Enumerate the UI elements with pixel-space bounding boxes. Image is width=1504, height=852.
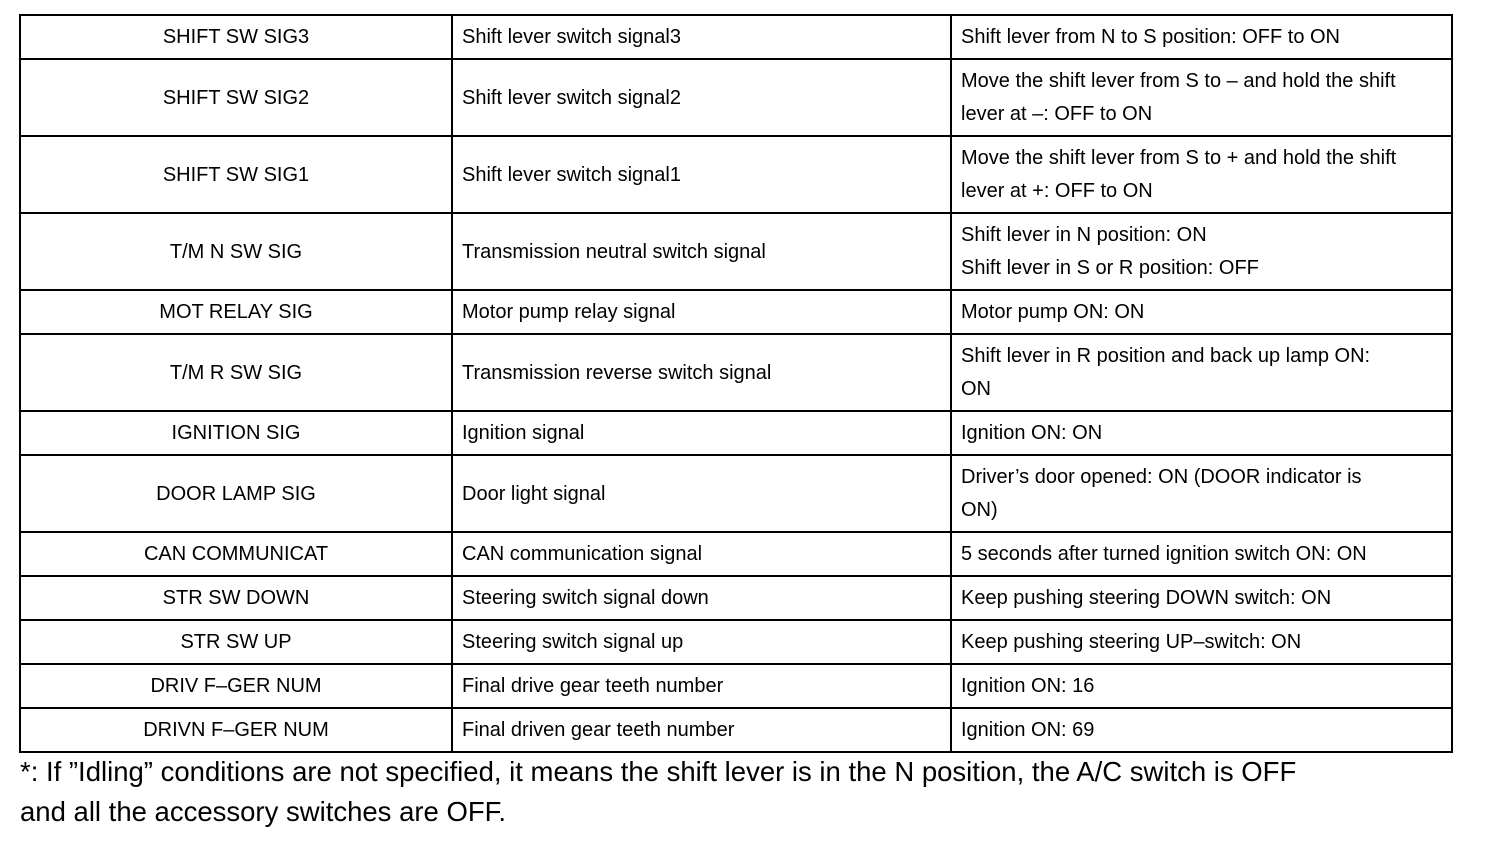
- item-cell: SHIFT SW SIG1: [20, 136, 452, 213]
- table-row: [20, 620, 1452, 664]
- condition-line: Ignition ON: ON: [961, 422, 1103, 444]
- description-cell: Shift lever switch signal1: [452, 136, 951, 213]
- description-cell: Final drive gear teeth number: [452, 664, 951, 708]
- condition-cell: [951, 213, 1452, 290]
- footnote: [20, 752, 1460, 832]
- table-row: [20, 334, 1452, 411]
- condition-line: Shift lever from N to S position: OFF to ON: [961, 26, 1341, 48]
- item-cell: T/M R SW SIG: [20, 334, 452, 411]
- condition-cell: [951, 59, 1452, 136]
- condition-line: Ignition ON: 16: [961, 675, 1095, 697]
- condition-cell: [951, 532, 1452, 576]
- condition-line: Move the shift lever from S to + and hold the shift: [961, 147, 1397, 169]
- condition-line: lever at –: OFF to ON: [961, 103, 1153, 125]
- condition-cell: [951, 576, 1452, 620]
- table-row: [20, 532, 1452, 576]
- description-cell: Steering switch signal down: [452, 576, 951, 620]
- condition-line: Shift lever in R position and back up lamp ON:: [961, 345, 1371, 367]
- condition-cell: [951, 664, 1452, 708]
- description-cell: Motor pump relay signal: [452, 290, 951, 334]
- table-row: [20, 15, 1452, 59]
- item-cell: IGNITION SIG: [20, 411, 452, 455]
- description-cell: Final driven gear teeth number: [452, 708, 951, 752]
- item-cell: CAN COMMUNICAT: [20, 532, 452, 576]
- description-cell: Door light signal: [452, 455, 951, 532]
- description-cell: Steering switch signal up: [452, 620, 951, 664]
- condition-line: Keep pushing steering UP–switch: ON: [961, 631, 1302, 653]
- condition-line: Motor pump ON: ON: [961, 301, 1145, 323]
- table-row: [20, 455, 1452, 532]
- table-row: [20, 708, 1452, 752]
- table-row: [20, 59, 1452, 136]
- table-row: [20, 213, 1452, 290]
- table-row: [20, 290, 1452, 334]
- condition-cell: [951, 136, 1452, 213]
- item-cell: MOT RELAY SIG: [20, 290, 452, 334]
- condition-line: Ignition ON: 69: [961, 719, 1095, 741]
- footnote-line: *: If ”Idling” conditions are not specified, it means the shift lever is in the N position, the A/C switch is OFF: [20, 756, 1297, 787]
- item-cell: DOOR LAMP SIG: [20, 455, 452, 532]
- condition-line: Move the shift lever from S to – and hold the shift: [961, 70, 1396, 92]
- condition-cell: [951, 15, 1452, 59]
- condition-line: Shift lever in S or R position: OFF: [961, 257, 1259, 279]
- condition-cell: [951, 334, 1452, 411]
- description-cell: Shift lever switch signal3: [452, 15, 951, 59]
- condition-line: ON: [961, 378, 991, 400]
- condition-cell: [951, 455, 1452, 532]
- condition-cell: [951, 708, 1452, 752]
- description-cell: Transmission neutral switch signal: [452, 213, 951, 290]
- description-cell: Ignition signal: [452, 411, 951, 455]
- condition-line: Keep pushing steering DOWN switch: ON: [961, 587, 1332, 609]
- item-cell: SHIFT SW SIG3: [20, 15, 452, 59]
- description-cell: CAN communication signal: [452, 532, 951, 576]
- item-cell: STR SW UP: [20, 620, 452, 664]
- item-cell: DRIV F–GER NUM: [20, 664, 452, 708]
- condition-cell: [951, 620, 1452, 664]
- table-row: [20, 576, 1452, 620]
- table-body: [20, 15, 1452, 752]
- condition-line: ON): [961, 499, 998, 521]
- description-cell: Transmission reverse switch signal: [452, 334, 951, 411]
- description-cell: Shift lever switch signal2: [452, 59, 951, 136]
- item-cell: STR SW DOWN: [20, 576, 452, 620]
- condition-line: Driver’s door opened: ON (DOOR indicator is: [961, 466, 1362, 488]
- condition-cell: [951, 290, 1452, 334]
- item-cell: T/M N SW SIG: [20, 213, 452, 290]
- item-cell: DRIVN F–GER NUM: [20, 708, 452, 752]
- condition-line: lever at +: OFF to ON: [961, 180, 1153, 202]
- condition-cell: [951, 411, 1452, 455]
- table-row: [20, 664, 1452, 708]
- footnote-line: and all the accessory switches are OFF.: [20, 796, 507, 827]
- condition-line: Shift lever in N position: ON: [961, 224, 1207, 246]
- data-table: [19, 14, 1453, 753]
- condition-line: 5 seconds after turned ignition switch ON: ON: [961, 543, 1367, 565]
- table-row: [20, 411, 1452, 455]
- item-cell: SHIFT SW SIG2: [20, 59, 452, 136]
- table-row: [20, 136, 1452, 213]
